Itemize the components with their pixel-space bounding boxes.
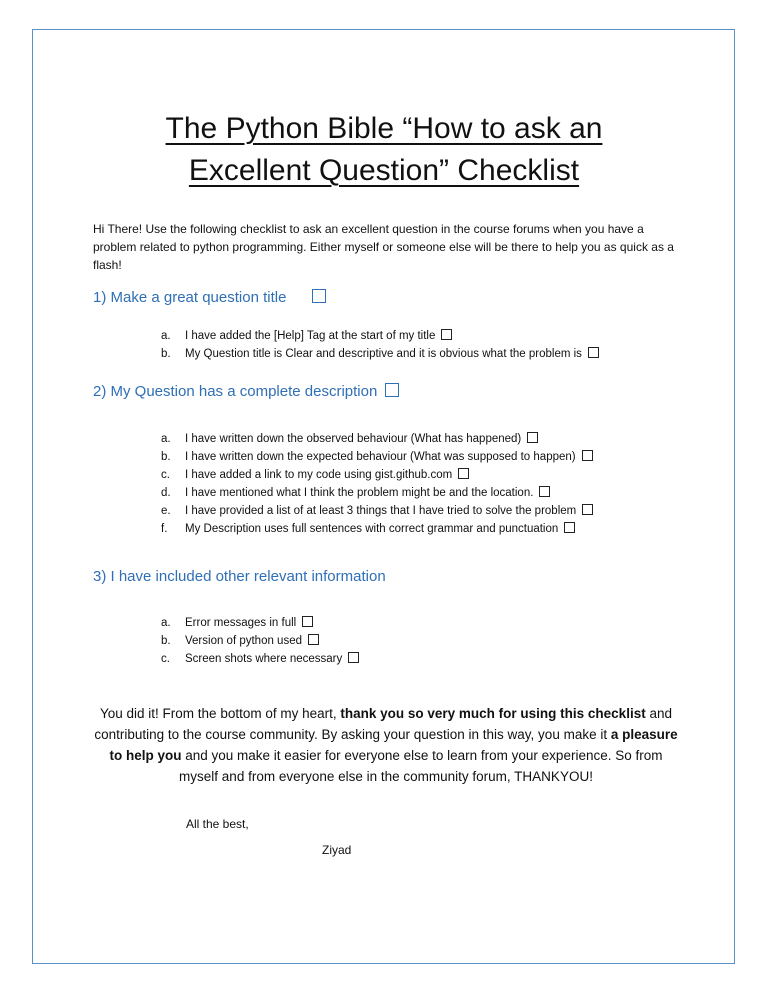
checkbox-icon[interactable]	[458, 468, 469, 479]
checklist-other-info	[161, 614, 359, 668]
closing-text: and you make it easier for everyone else to learn from your experience. So from myself and from everyone else in the community forum, THANKYOU!	[179, 748, 663, 784]
list-marker: b.	[161, 635, 171, 647]
checkbox-icon[interactable]	[588, 347, 599, 358]
checklist-description	[161, 430, 593, 538]
list-item	[161, 632, 359, 650]
list-marker: e.	[161, 505, 171, 517]
checkbox-icon[interactable]	[312, 289, 326, 303]
list-item	[161, 345, 599, 363]
list-item	[161, 614, 359, 632]
closing-bold-text: thank you so very much for using this checklist	[340, 706, 646, 721]
signature: Ziyad	[322, 843, 352, 857]
list-marker: b.	[161, 451, 171, 463]
list-item-text: Version of python used	[185, 635, 302, 647]
section-heading-label: 3) I have included other relevant information	[93, 568, 386, 585]
list-marker: a.	[161, 617, 171, 629]
list-item-text: I have mentioned what I think the problem might be and the location.	[185, 487, 534, 499]
closing-text: and contributing to the course community. By asking your question in this way, you make it	[94, 706, 672, 742]
list-marker: c.	[161, 653, 170, 665]
list-item-text: Screen shots where necessary	[185, 653, 343, 665]
list-marker: f.	[161, 523, 168, 535]
list-marker: a.	[161, 433, 171, 445]
checkbox-icon[interactable]	[441, 329, 452, 340]
list-item-text: My Question title is Clear and descriptive and it is obvious what the problem is	[185, 348, 582, 360]
title-line-1: The Python Bible “How to ask an	[165, 112, 603, 146]
checkbox-icon[interactable]	[582, 450, 593, 461]
intro-paragraph: Hi There! Use the following checklist to ask an excellent question in the course forums when you have a problem related to python programming. Either myself or someone else will be there to help you as quick as a flash!	[93, 222, 674, 272]
list-item-text: I have written down the expected behaviour (What was supposed to happen)	[185, 451, 576, 463]
list-marker: b.	[161, 348, 171, 360]
list-item	[161, 502, 593, 520]
list-marker: a.	[161, 330, 171, 342]
list-item-text: My Description uses full sentences with correct grammar and punctuation	[185, 523, 559, 535]
checkbox-icon[interactable]	[564, 522, 575, 533]
list-item-text: I have provided a list of at least 3 things that I have tried to solve the problem	[185, 505, 577, 517]
list-marker: d.	[161, 487, 171, 499]
checkbox-icon[interactable]	[308, 634, 319, 645]
list-item	[161, 430, 593, 448]
list-item-text: I have added the [Help] Tag at the start of my title	[185, 330, 436, 342]
signoff: All the best,	[186, 817, 249, 831]
checklist-title	[161, 327, 599, 363]
list-item-text: I have added a link to my code using gist.github.com	[185, 469, 453, 481]
list-item	[161, 327, 599, 345]
closing-bold-text: a pleasure to help you	[109, 727, 678, 763]
checkbox-icon[interactable]	[385, 383, 399, 397]
checkbox-icon[interactable]	[527, 432, 538, 443]
page-title	[0, 108, 768, 192]
checkbox-icon[interactable]	[539, 486, 550, 497]
list-item	[161, 484, 593, 502]
list-item-text: I have written down the observed behaviour (What has happened)	[185, 433, 522, 445]
section-heading-other-info	[93, 568, 386, 585]
list-marker: c.	[161, 469, 170, 481]
section-heading-title	[93, 289, 326, 306]
section-heading-description	[93, 383, 399, 400]
section-heading-label: 1) Make a great question title	[93, 289, 287, 306]
section-heading-label: 2) My Question has a complete description	[93, 383, 378, 400]
list-item	[161, 520, 593, 538]
closing-paragraph	[92, 703, 680, 787]
checkbox-icon[interactable]	[582, 504, 593, 515]
list-item	[161, 650, 359, 668]
title-line-2: Excellent Question” Checklist	[188, 154, 580, 188]
list-item	[161, 448, 593, 466]
closing-text: You did it! From the bottom of my heart,	[100, 706, 341, 721]
checkbox-icon[interactable]	[348, 652, 359, 663]
list-item	[161, 466, 593, 484]
list-item-text: Error messages in full	[185, 617, 297, 629]
checkbox-icon[interactable]	[302, 616, 313, 627]
